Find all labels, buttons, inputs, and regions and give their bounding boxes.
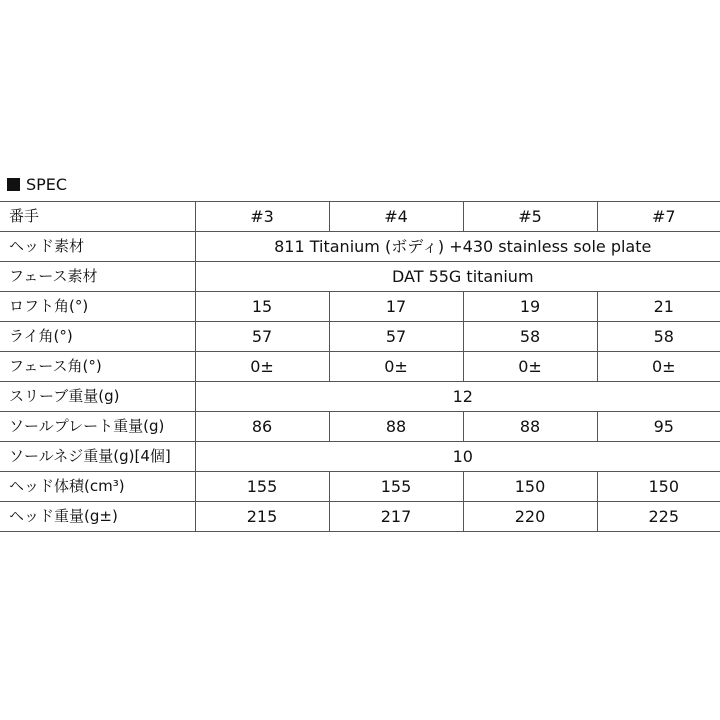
row-label: ソールネジ重量(g)[4個] <box>0 442 195 472</box>
table-row <box>0 292 720 322</box>
table-row <box>0 442 720 472</box>
value-cell: 155 <box>329 472 463 502</box>
table-row <box>0 502 720 532</box>
spanned-value-cell: 12 <box>195 382 720 412</box>
table-row <box>0 382 720 412</box>
model-cell: #4 <box>329 202 463 232</box>
value-cell: 58 <box>597 322 720 352</box>
row-label: スリーブ重量(g) <box>0 382 195 412</box>
value-cell: 86 <box>195 412 329 442</box>
spanned-value-cell: 811 Titanium (ボディ) +430 stainless sole plate <box>195 232 720 262</box>
value-cell: 225 <box>597 502 720 532</box>
row-label: ソールプレート重量(g) <box>0 412 195 442</box>
value-cell: 21 <box>597 292 720 322</box>
value-cell: 17 <box>329 292 463 322</box>
table-row <box>0 262 720 292</box>
spec-table <box>0 201 720 532</box>
value-cell: 88 <box>329 412 463 442</box>
table-row <box>0 412 720 442</box>
value-cell: 0± <box>329 352 463 382</box>
model-cell: #7 <box>597 202 720 232</box>
value-cell: 150 <box>463 472 597 502</box>
table-row <box>0 352 720 382</box>
table-row <box>0 472 720 502</box>
value-cell: 155 <box>195 472 329 502</box>
value-cell: 19 <box>463 292 597 322</box>
row-label: フェース角(°) <box>0 352 195 382</box>
table-row <box>0 322 720 352</box>
row-label: ヘッド素材 <box>0 232 195 262</box>
row-label: ロフト角(°) <box>0 292 195 322</box>
table-row <box>0 232 720 262</box>
value-cell: 88 <box>463 412 597 442</box>
spec-heading <box>7 172 67 196</box>
value-cell: 0± <box>597 352 720 382</box>
row-label: フェース素材 <box>0 262 195 292</box>
value-cell: 220 <box>463 502 597 532</box>
value-cell: 215 <box>195 502 329 532</box>
spanned-value-cell: DAT 55G titanium <box>195 262 720 292</box>
value-cell: 57 <box>329 322 463 352</box>
square-bullet-icon <box>7 178 20 191</box>
row-label: 番手 <box>0 202 195 232</box>
value-cell: 57 <box>195 322 329 352</box>
header-row <box>0 202 720 232</box>
model-cell: #5 <box>463 202 597 232</box>
value-cell: 0± <box>195 352 329 382</box>
value-cell: 217 <box>329 502 463 532</box>
spec-heading-text: SPEC <box>26 174 68 194</box>
value-cell: 58 <box>463 322 597 352</box>
value-cell: 0± <box>463 352 597 382</box>
row-label: ヘッド体積(cm³) <box>0 472 195 502</box>
value-cell: 150 <box>597 472 720 502</box>
row-label: ヘッド重量(g±) <box>0 502 195 532</box>
row-label: ライ角(°) <box>0 322 195 352</box>
spanned-value-cell: 10 <box>195 442 720 472</box>
model-cell: #3 <box>195 202 329 232</box>
value-cell: 95 <box>597 412 720 442</box>
value-cell: 15 <box>195 292 329 322</box>
